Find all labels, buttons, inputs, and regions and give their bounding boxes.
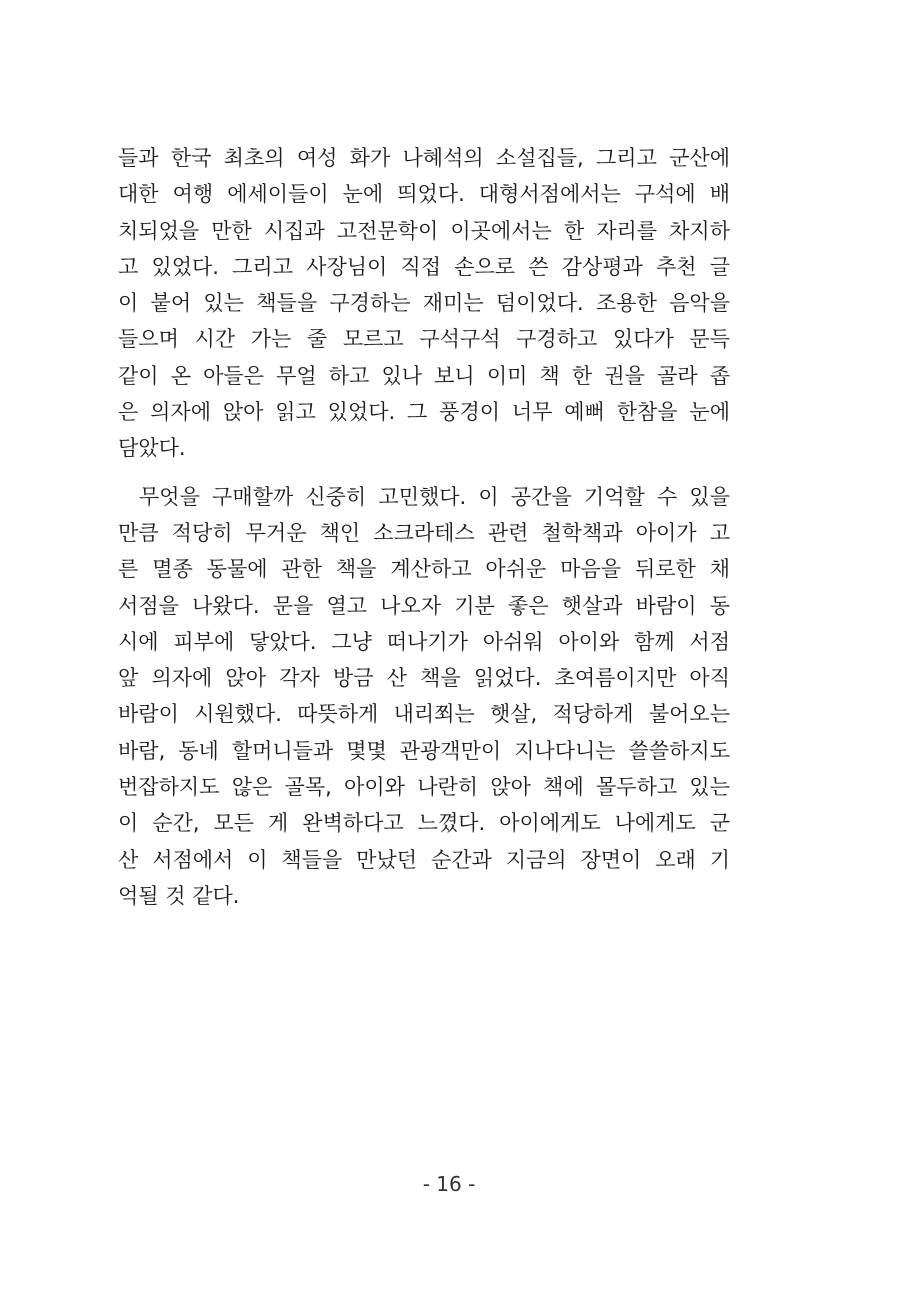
text-line: 앞 의자에 앉아 각자 방금 산 책을 읽었다. 초여름이지만 아직 <box>118 666 730 691</box>
text-line: 산 서점에서 이 책들을 만났던 순간과 지금의 장면이 오래 기 <box>118 847 730 872</box>
text-line: 시에 피부에 닿았다. 그냥 떠나기가 아쉬워 아이와 함께 서점 <box>118 629 730 654</box>
text-line: 들으며 시간 가는 줄 모르고 구석구석 구경하고 있다가 문득 <box>118 327 730 352</box>
text-line: 들과 한국 최초의 여성 화가 나혜석의 소설집들, 그리고 군산에 <box>118 146 730 170</box>
body-text <box>118 140 730 914</box>
paragraph-2 <box>118 479 730 915</box>
text-line: 무엇을 구매할까 신중히 고민했다. 이 공간을 기억할 수 있을 <box>139 484 730 509</box>
text-line: 담았다. <box>118 436 186 461</box>
text-line: 대한 여행 에세이들이 눈에 띄었다. 대형서점에서는 구석에 배 <box>118 182 730 207</box>
text-line: 억될 것 같다. <box>118 883 240 908</box>
text-line: 서점을 나왔다. 문을 열고 나오자 기분 좋은 햇살과 바람이 동 <box>118 593 730 618</box>
page-number: - 16 - <box>422 1172 476 1196</box>
text-line: 바람이 시원했다. 따뜻하게 내리쬐는 햇살, 적당하게 불어오는 <box>118 702 730 727</box>
text-line: 고 있었다. 그리고 사장님이 직접 손으로 쓴 감상평과 추천 글 <box>118 254 730 279</box>
text-line: 은 의자에 앉아 읽고 있었다. 그 풍경이 너무 예뻐 한참을 눈에 <box>118 400 730 425</box>
text-line: 같이 온 아들은 무얼 하고 있나 보니 이미 책 한 권을 골라 좁 <box>118 363 730 388</box>
text-line: 이 순간, 모든 게 완벽하다고 느꼈다. 아이에게도 나에게도 군 <box>118 811 730 836</box>
text-line: 번잡하지도 않은 골목, 아이와 나란히 앉아 책에 몰두하고 있는 <box>118 775 730 800</box>
paragraph-1 <box>118 140 730 467</box>
text-line: 른 멸종 동물에 관한 책을 계산하고 아쉬운 마음을 뒤로한 채 <box>118 557 730 582</box>
text-line: 이 붙어 있는 책들을 구경하는 재미는 덤이었다. 조용한 음악을 <box>118 291 730 316</box>
paragraph-spacer <box>118 467 730 479</box>
text-line: 만큼 적당히 무거운 책인 소크라테스 관련 철학책과 아이가 고 <box>118 520 730 545</box>
text-line: 치되었을 만한 시집과 고전문학이 이곳에서는 한 자리를 차지하 <box>118 218 730 243</box>
text-line: 바람, 동네 할머니들과 몇몇 관광객만이 지나다니는 쓸쓸하지도 <box>118 738 730 763</box>
